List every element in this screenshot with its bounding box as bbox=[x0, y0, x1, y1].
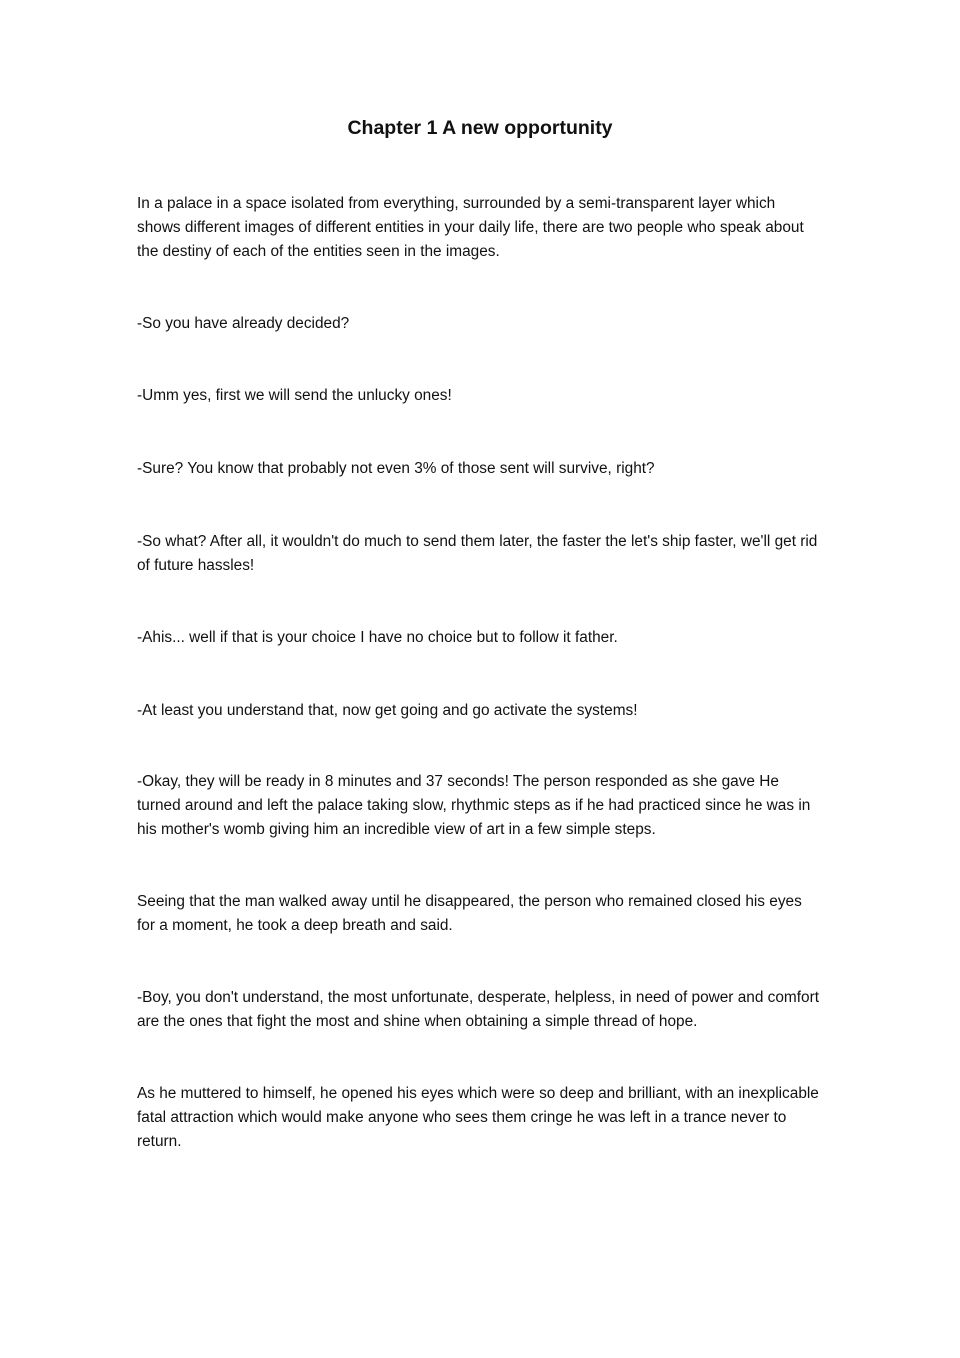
paragraph-dialogue-so-what: -So what? After all, it wouldn't do much to send them later, the faster the let's ship faster, we'll get rid of future hassles! bbox=[137, 533, 818, 574]
paragraph-narration-muttered: As he muttered to himself, he opened his eyes which were so deep and brilliant, with an inexplicable fatal attraction which would make anyone who sees them cringe he was left in a trance never to return. bbox=[137, 1085, 819, 1150]
paragraph-dialogue-survive: -Sure? You know that probably not even 3% of those sent will survive, right? bbox=[137, 460, 655, 477]
chapter-title: Chapter 1 A new opportunity bbox=[347, 117, 613, 139]
paragraph-dialogue-boy: -Boy, you don't understand, the most unfortunate, desperate, helpless, in need of power and comfort are the ones that fight the most and shine when obtaining a simple thread of hope. bbox=[137, 989, 819, 1030]
paragraph-dialogue-okay: -Okay, they will be ready in 8 minutes and 37 seconds! The person responded as she gave He turned around and left the palace taking slow, rhythmic steps as if he had practiced since he was in his mother's womb giving him an incredible view of art in a few simple steps. bbox=[137, 773, 811, 838]
paragraph-dialogue-father: -Ahis... well if that is your choice I have no choice but to follow it father. bbox=[137, 629, 618, 646]
paragraph-narration-seeing: Seeing that the man walked away until he disappeared, the person who remained closed his eyes for a moment, he took a deep breath and said. bbox=[137, 893, 802, 934]
paragraph-intro: In a palace in a space isolated from everything, surrounded by a semi-transparent layer which shows different images of different entities in your daily life, there are two people who speak about the destiny of each of the entities seen in the images. bbox=[137, 195, 804, 260]
paragraph-dialogue-systems: -At least you understand that, now get going and go activate the systems! bbox=[137, 702, 638, 719]
paragraph-dialogue-decided: -So you have already decided? bbox=[137, 315, 350, 332]
paragraph-dialogue-unlucky: -Umm yes, first we will send the unlucky ones! bbox=[137, 387, 452, 404]
